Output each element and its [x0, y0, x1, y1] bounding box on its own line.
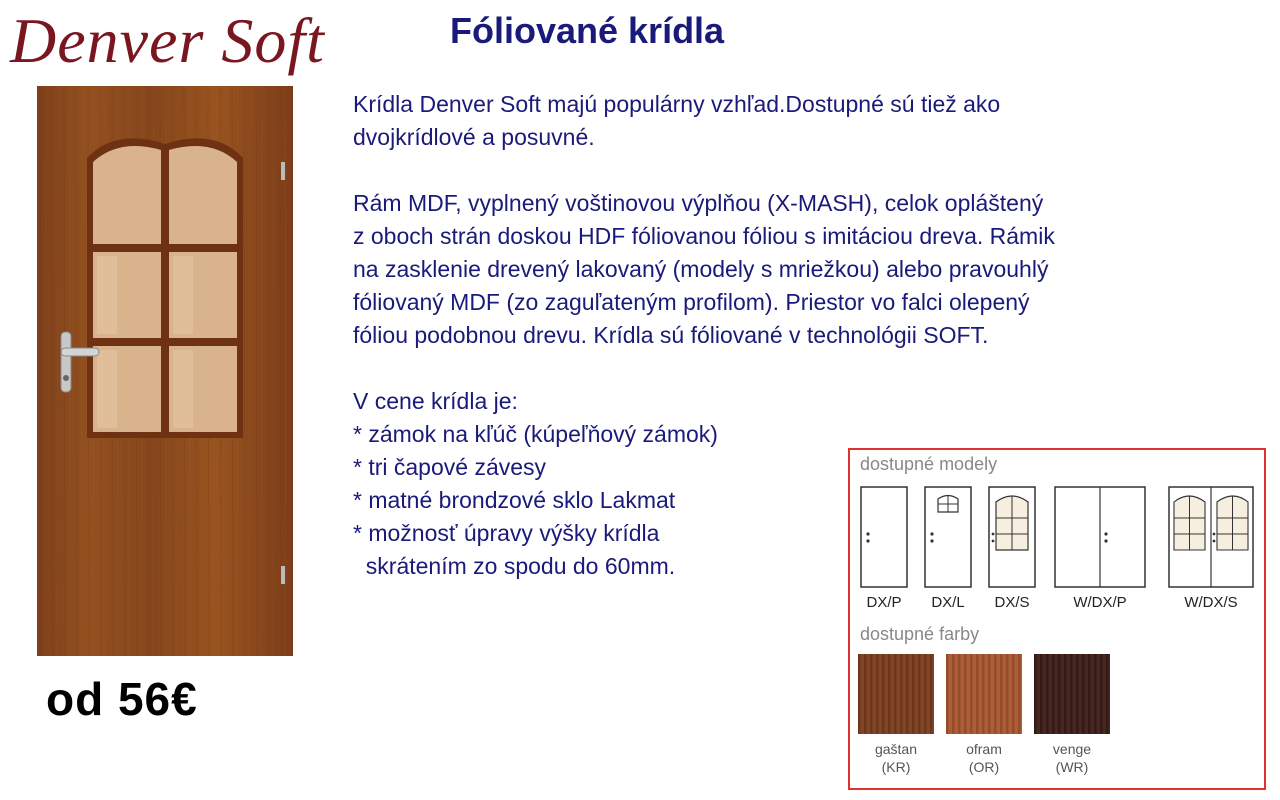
desc-line: fóliou podobnou drevu. Krídla sú fóliované v technológii SOFT. — [353, 322, 989, 348]
models-heading: dostupné modely — [860, 454, 998, 474]
desc-line: * zámok na kľúč (kúpeľňový zámok) — [353, 421, 718, 447]
model-w-dx-p[interactable] — [1054, 486, 1146, 588]
color-swatch-ofram[interactable] — [946, 654, 1022, 734]
brand-logo: Denver Soft — [10, 5, 325, 76]
door-image — [37, 86, 293, 656]
colors-heading: dostupné farby — [860, 624, 980, 644]
color-swatch-venge[interactable] — [1034, 654, 1110, 734]
price: od 56€ — [46, 673, 198, 725]
variants-panel — [848, 448, 1266, 790]
color-swatch-gastan[interactable] — [858, 654, 934, 734]
door-small-glass-icon — [924, 486, 972, 588]
desc-line: na zasklenie drevený lakovaný (modely s mriežkou) alebo pravouhlý — [353, 256, 1049, 282]
model-label: W/DX/P — [1073, 594, 1127, 611]
desc-line: * matné brondzové sklo Lakmat — [353, 487, 676, 513]
color-label: venge (WR) — [1052, 741, 1092, 775]
desc-line: skrátením zo spodu do 60mm. — [353, 553, 676, 579]
door-icon — [860, 486, 908, 588]
desc-line: z oboch strán doskou HDF fóliovanou fóliou s imitáciou dreva. Rámik — [353, 223, 1055, 249]
door-grid-glass-icon — [988, 486, 1036, 588]
model-label: DX/P — [866, 594, 902, 611]
desc-line: Krídla Denver Soft majú populárny vzhľad.Dostupné sú tiež ako — [353, 91, 1001, 117]
desc-line: fóliovaný MDF (zo zaguľateným profilom). Priestor vo falci olepený — [353, 289, 1030, 315]
color-label: ofram (OR) — [966, 741, 1002, 775]
model-label: DX/S — [994, 594, 1030, 611]
desc-line: * tri čapové závesy — [353, 454, 547, 480]
model-label: DX/L — [931, 594, 965, 611]
double-door-icon — [1054, 486, 1146, 588]
page-title: Fóliované krídla — [450, 10, 725, 51]
desc-line: * možnosť úpravy výšky krídla — [353, 520, 660, 546]
model-dx-s[interactable] — [988, 486, 1036, 588]
model-label: W/DX/S — [1184, 594, 1238, 611]
model-dx-p[interactable] — [860, 486, 908, 588]
double-door-grid-glass-icon — [1168, 486, 1254, 588]
desc-line: Rám MDF, vyplnený voštinovou výplňou (X-MASH), celok opláštený — [353, 190, 1044, 216]
model-w-dx-s[interactable] — [1168, 486, 1254, 588]
desc-line: dvojkrídlové a posuvné. — [353, 124, 595, 150]
color-label: gaštan (KR) — [874, 741, 918, 775]
model-dx-l[interactable] — [924, 486, 972, 588]
desc-line: V cene krídla je: — [353, 388, 518, 414]
